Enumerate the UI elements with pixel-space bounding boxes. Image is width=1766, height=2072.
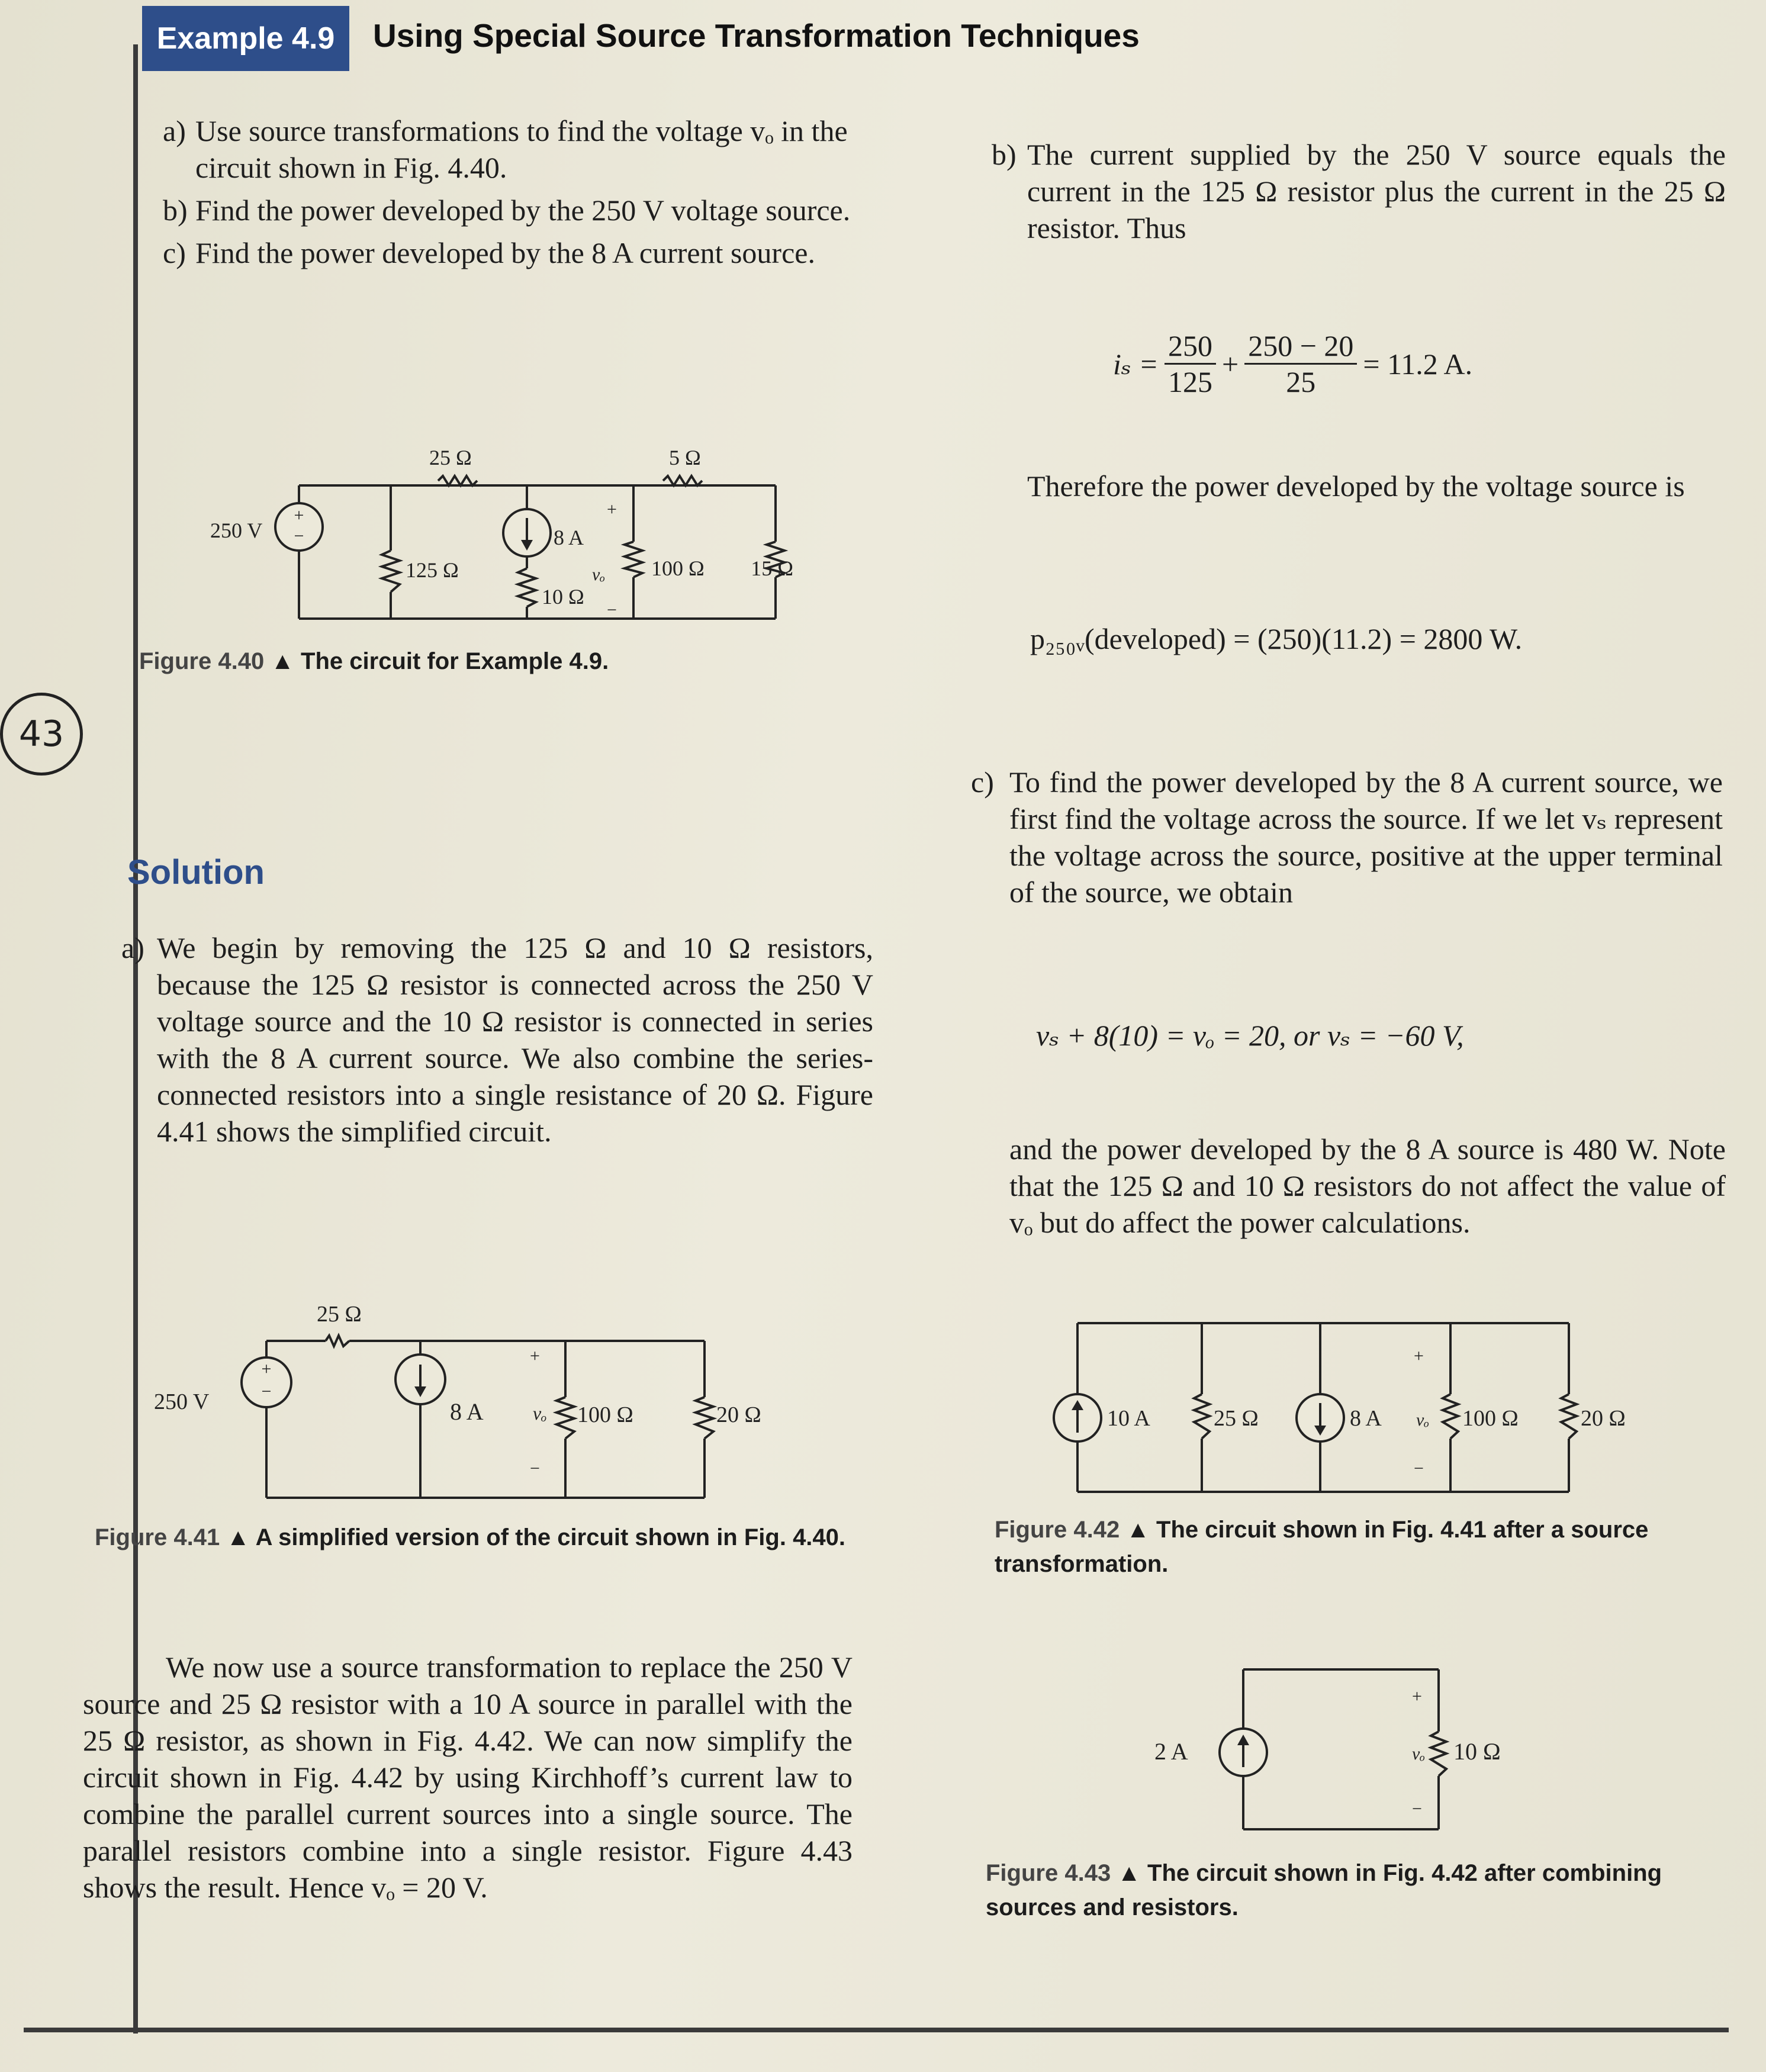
fig442-r20-label: 20 Ω — [1581, 1406, 1626, 1431]
caption-number: Figure 4.41 — [95, 1524, 220, 1550]
fig441-vo-plus: + — [530, 1346, 540, 1366]
equation-is — [1113, 329, 1472, 399]
fig442-i8-label: 8 A — [1350, 1406, 1382, 1431]
equation-vs: vₛ + 8(10) = vₒ = 20, or vₛ = −60 V, — [1036, 1019, 1464, 1052]
figure-4-43-caption — [986, 1856, 1667, 1925]
eq-is-n2: 250 − 20 — [1244, 329, 1357, 365]
solution-part-c — [971, 764, 1723, 910]
fig440-vo-plus: + — [607, 500, 617, 519]
bottom-rule — [24, 2028, 1729, 2032]
fig443-vo-label: vₒ — [1412, 1744, 1425, 1764]
caption-text: The circuit for Example 4.9. — [301, 648, 609, 674]
figure-4-41-caption — [95, 1524, 845, 1551]
conclusion-text: and the power developed by the 8 A source is 480 W. Note that the 125 Ω and 10 Ω resistors do not affect the value of vₒ but do affect the power calculations. — [1009, 1132, 1726, 1239]
fig443-vo-minus: − — [1412, 1799, 1422, 1819]
fig441-r20-label: 20 Ω — [716, 1402, 761, 1427]
figure-4-40-circuit — [178, 438, 799, 663]
part-b-label: b) — [992, 138, 1017, 171]
caption-triangle-icon: ▲ — [1117, 1860, 1141, 1886]
solution-part-a-continued: We now use a source transformation to replace the 250 V source and 25 Ω resistor with a 10 A source in parallel with the 25 Ω resistor, as shown in Fig. 4.42. We can now simplify the circuit shown in Fig. 4.42 by using Kirchhoff’s current law to combine the parallel current sources into a single source. The parallel resistors combine into a single resistor. Figure 4.43 shows the result. Hence vₒ = 20 V. — [83, 1650, 853, 1904]
fig440-r25-label: 25 Ω — [429, 446, 472, 469]
figure-4-41-circuit — [148, 1285, 776, 1504]
problem-text: Use source transformations to find the voltage vₒ in the circuit shown in Fig. 4.40. — [195, 114, 848, 184]
fig441-vsource-label: 250 V — [154, 1389, 210, 1414]
fig442-r100-label: 100 Ω — [1462, 1406, 1519, 1431]
eq-is-fraction-1 — [1165, 329, 1216, 399]
fig442-vo-plus: + — [1414, 1346, 1424, 1366]
vsource-plus: + — [261, 1359, 272, 1379]
caption-number: Figure 4.42 — [995, 1517, 1120, 1543]
vsource-minus: − — [294, 526, 304, 546]
fig443-i2-label: 2 A — [1154, 1738, 1188, 1765]
vsource-minus: − — [261, 1382, 272, 1401]
fig442-i10-label: 10 A — [1107, 1406, 1150, 1431]
vsource-plus: + — [294, 506, 304, 525]
problem-item — [163, 234, 873, 271]
fig440-r125-label: 125 Ω — [406, 558, 459, 582]
fig443-r10-label: 10 Ω — [1453, 1738, 1501, 1765]
fig441-r100-label: 100 Ω — [577, 1402, 633, 1427]
fig440-i8-label: 8 A — [554, 526, 584, 549]
fig440-r10-label: 10 Ω — [542, 585, 584, 609]
fig441-vo-minus: − — [530, 1459, 540, 1478]
part-a-text: We begin by removing the 125 Ω and 10 Ω resistors, because the 125 Ω resistor is connected across the 250 V voltage source and the 10 Ω resistor is connected in series with the 8 A current source. We also combine the series-connected resistors into a single resistance of 20 Ω. Figure 4.41 shows the simplified circuit. — [157, 931, 873, 1148]
eq-is-plus: + — [1221, 347, 1239, 381]
fig441-i8-label: 8 A — [450, 1398, 484, 1425]
example-title: Using Special Source Transformation Techniques — [373, 17, 1140, 54]
figure-4-42-circuit — [1042, 1314, 1741, 1504]
part-b-text: The current supplied by the 250 V source equals the current in the 125 Ω resistor plus the current in the 25 Ω resistor. Thus — [1027, 138, 1726, 244]
eq-is-lhs: iₛ = — [1113, 347, 1159, 381]
caption-triangle-icon: ▲ — [1126, 1517, 1150, 1543]
fig440-vo-minus: − — [607, 600, 617, 620]
part-a-label: a) — [121, 931, 144, 964]
page-mark: 43 — [0, 693, 83, 776]
eq-is-n1: 250 — [1165, 329, 1216, 365]
fig442-r25-label: 25 Ω — [1214, 1406, 1259, 1431]
part-c-label: c) — [971, 765, 994, 799]
fig440-r5-label: 5 Ω — [669, 446, 701, 469]
fig441-r25-label: 25 Ω — [317, 1302, 362, 1327]
fig442-vo-label: vₒ — [1416, 1410, 1429, 1430]
figure-4-43-circuit — [1143, 1658, 1557, 1841]
eq-is-d2: 25 — [1286, 365, 1316, 398]
problem-label: b) — [163, 194, 188, 227]
solution-part-a — [121, 929, 873, 1150]
fig440-vo-label: vₒ — [592, 565, 605, 584]
fig440-r15-label: 15 Ω — [751, 556, 793, 580]
caption-text: The circuit shown in Fig. 4.41 after a source transformation. — [995, 1517, 1649, 1577]
eq-is-d1: 125 — [1167, 365, 1212, 398]
equation-p250: p₂₅₀ᵥ(developed) = (250)(11.2) = 2800 W. — [1030, 622, 1523, 655]
caption-number: Figure 4.40 — [139, 648, 265, 674]
eq-is-rhs: = 11.2 A. — [1363, 347, 1473, 381]
problem-item — [163, 112, 873, 186]
eq-is-fraction-2 — [1244, 329, 1357, 399]
therefore-text: Therefore the power developed by the voltage source is — [1027, 469, 1685, 503]
problem-text: Find the power developed by the 8 A current source. — [195, 236, 815, 269]
example-tag: Example 4.9 — [142, 6, 349, 71]
caption-triangle-icon: ▲ — [271, 648, 294, 674]
figure-4-40-caption — [139, 648, 609, 675]
solution-heading: Solution — [127, 853, 265, 892]
fig443-vo-plus: + — [1412, 1687, 1422, 1706]
figure-4-42-caption — [995, 1513, 1670, 1581]
caption-triangle-icon: ▲ — [226, 1524, 250, 1550]
caption-text: A simplified version of the circuit shown in Fig. 4.40. — [255, 1524, 846, 1550]
problem-text: Find the power developed by the 250 V voltage source. — [195, 194, 851, 227]
caption-number: Figure 4.43 — [986, 1860, 1111, 1886]
problem-item — [163, 192, 873, 229]
fig441-vo-label: vₒ — [533, 1402, 547, 1424]
caption-text: The circuit shown in Fig. 4.42 after combining sources and resistors. — [986, 1860, 1662, 1920]
fig440-vsource-label: 250 V — [210, 519, 263, 542]
problem-list — [163, 112, 873, 277]
solution-part-b — [992, 136, 1726, 246]
problem-label: c) — [163, 236, 186, 269]
problem-label: a) — [163, 114, 186, 147]
part-c-text: To find the power developed by the 8 A current source, we first find the voltage across the source. If we let vₛ represent the voltage across the source, positive at the upper terminal of the source, we obtain — [1009, 765, 1723, 909]
fig440-r100-label: 100 Ω — [651, 556, 705, 580]
fig442-vo-minus: − — [1414, 1459, 1424, 1478]
